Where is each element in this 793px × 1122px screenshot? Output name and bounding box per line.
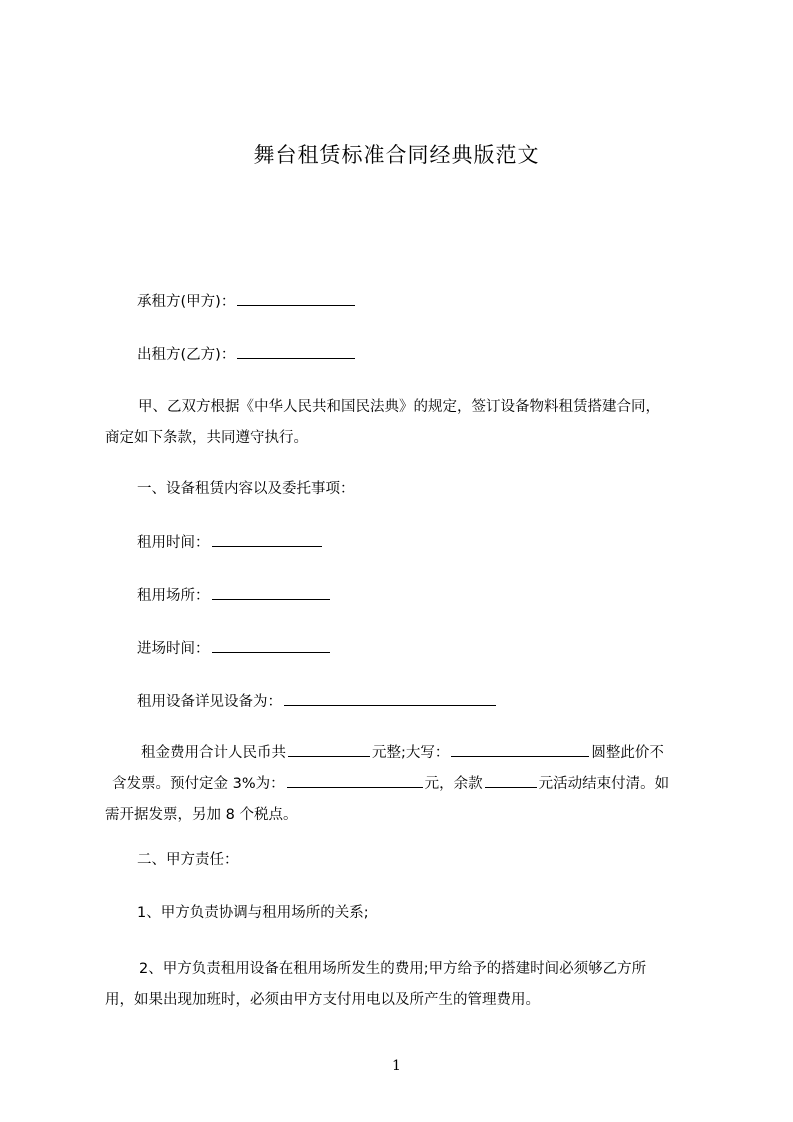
- item-1: 1、甲方负责协调与租用场所的关系;: [137, 905, 369, 921]
- lessee-label: 承租方(甲方)：: [137, 294, 236, 310]
- rent-place-blank: [212, 585, 330, 600]
- equipment-line: [137, 691, 498, 712]
- fee-text-2: 元整;大写：: [372, 745, 450, 761]
- rent-time-blank: [212, 532, 322, 547]
- rent-place-line: [137, 585, 332, 606]
- item-2-paragraph: [105, 954, 646, 1016]
- deposit-text-3: 元活动结束付清。如: [538, 776, 670, 792]
- fee-line-1: [105, 738, 669, 769]
- equipment-blank: [284, 691, 496, 706]
- lessor-label: 出租方(乙方)：: [137, 347, 236, 363]
- entry-time-line: [137, 638, 332, 659]
- balance-blank: [485, 773, 537, 788]
- section1-heading: 一、设备租赁内容以及委托事项：: [137, 481, 355, 497]
- deposit-blank: [287, 773, 423, 788]
- fee-capital-blank: [451, 742, 589, 757]
- lessor-blank: [237, 344, 355, 359]
- equipment-label: 租用设备详见设备为：: [137, 694, 282, 710]
- document-title: 舞台租赁标准合同经典版范文: [253, 143, 540, 167]
- rent-time-line: [137, 532, 324, 553]
- intro-paragraph: [105, 392, 660, 454]
- fee-text-1: 租金费用合计人民币共: [141, 745, 286, 761]
- entry-time-label: 进场时间：: [137, 641, 210, 657]
- fee-paragraph: [105, 738, 669, 831]
- intro-line-1: 甲、乙双方根据《中华人民共和国民法典》的规定，签订设备物料租赁搭建合同，: [138, 399, 660, 415]
- deposit-text-2: 元，余款: [424, 776, 483, 792]
- lessee-line: [137, 291, 357, 312]
- fee-text-3: 圆整此价不: [591, 745, 664, 761]
- fee-line-3: 需开据发票，另加 8 个税点。: [105, 807, 298, 823]
- rent-place-label: 租用场所：: [137, 588, 210, 604]
- fee-line-2: [105, 769, 669, 800]
- lessor-line: [137, 344, 357, 365]
- deposit-text-1: 含发票。预付定金 3%为：: [112, 776, 285, 792]
- item-2-line-2: 用，如果出现加班时，必须由甲方支付用电以及所产生的管理费用。: [105, 992, 540, 1008]
- rent-time-label: 租用时间：: [137, 535, 210, 551]
- section2-heading: 二、甲方责任：: [137, 852, 239, 868]
- entry-time-blank: [212, 638, 330, 653]
- item-2-line-1: 2、甲方负责租用设备在租用场所发生的费用;甲方给予的搭建时间必须够乙方所: [139, 961, 647, 977]
- intro-line-2: 商定如下条款，共同遵守执行。: [105, 430, 308, 446]
- lessee-blank: [237, 291, 355, 306]
- fee-amount-blank: [288, 742, 370, 757]
- page-number: 1: [392, 1058, 401, 1074]
